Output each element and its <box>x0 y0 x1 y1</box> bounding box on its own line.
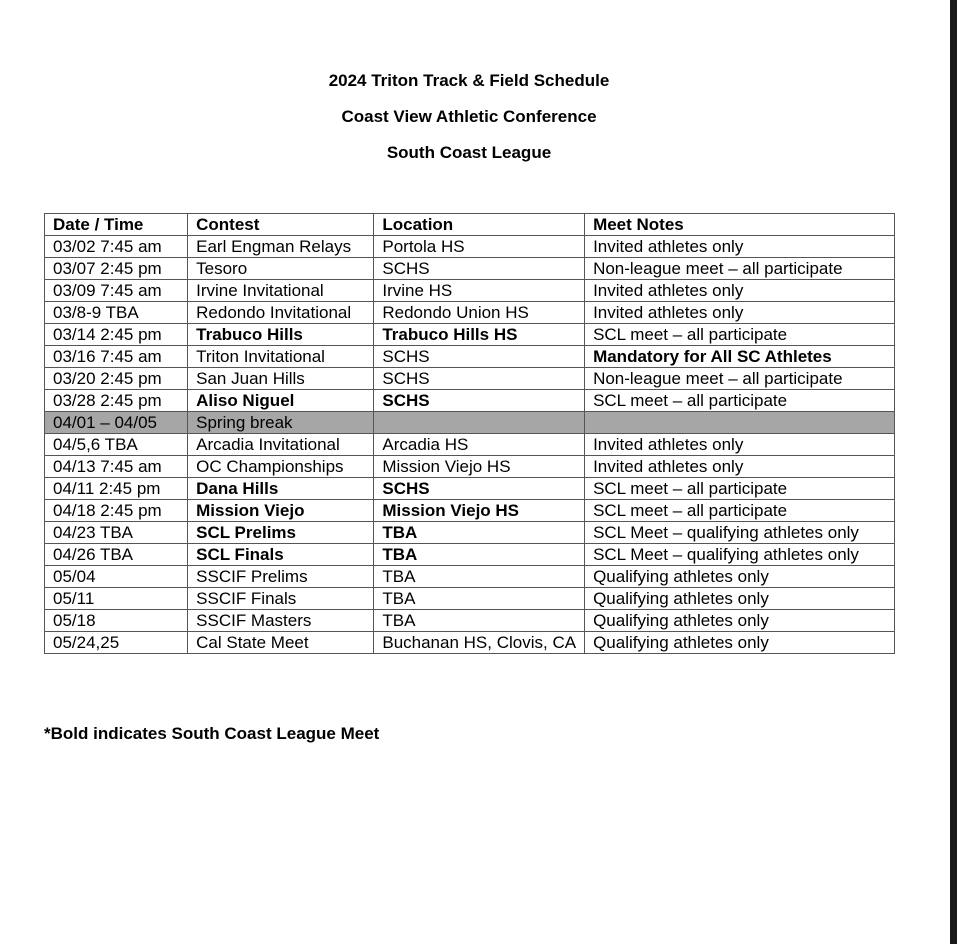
cell-location: SCHS <box>374 368 585 390</box>
cell-notes: Non-league meet – all participate <box>585 258 895 280</box>
cell-date: 04/13 7:45 am <box>45 456 188 478</box>
table-row <box>45 456 895 478</box>
cell-contest: Arcadia Invitational <box>188 434 374 456</box>
cell-location <box>374 412 585 434</box>
cell-location: SCHS <box>374 258 585 280</box>
cell-contest: SSCIF Finals <box>188 588 374 610</box>
cell-date: 03/8-9 TBA <box>45 302 188 324</box>
cell-location: Arcadia HS <box>374 434 585 456</box>
table-row <box>45 522 895 544</box>
cell-contest: Irvine Invitational <box>188 280 374 302</box>
cell-contest: Earl Engman Relays <box>188 236 374 258</box>
table-row <box>45 324 895 346</box>
table-row <box>45 390 895 412</box>
cell-location: TBA <box>374 610 585 632</box>
cell-contest: SSCIF Masters <box>188 610 374 632</box>
header-contest: Contest <box>188 214 374 236</box>
cell-date: 05/18 <box>45 610 188 632</box>
cell-date: 05/24,25 <box>45 632 188 654</box>
cell-location: SCHS <box>374 478 585 500</box>
cell-notes <box>585 412 895 434</box>
cell-contest: Mission Viejo <box>188 500 374 522</box>
cell-notes: SCL Meet – qualifying athletes only <box>585 522 895 544</box>
cell-date: 05/11 <box>45 588 188 610</box>
cell-notes: Non-league meet – all participate <box>585 368 895 390</box>
cell-notes: SCL Meet – qualifying athletes only <box>585 544 895 566</box>
cell-date: 04/01 – 04/05 <box>45 412 188 434</box>
cell-contest: San Juan Hills <box>188 368 374 390</box>
table-row <box>45 500 895 522</box>
table-row <box>45 588 895 610</box>
cell-date: 03/09 7:45 am <box>45 280 188 302</box>
header-date-time: Date / Time <box>45 214 188 236</box>
cell-date: 03/02 7:45 am <box>45 236 188 258</box>
cell-contest: Redondo Invitational <box>188 302 374 324</box>
cell-location: Portola HS <box>374 236 585 258</box>
cell-date: 03/16 7:45 am <box>45 346 188 368</box>
right-edge-border <box>950 0 957 944</box>
page-title: 2024 Triton Track & Field Schedule <box>328 71 610 90</box>
cell-location: Trabuco Hills HS <box>374 324 585 346</box>
cell-location: SCHS <box>374 390 585 412</box>
table-row <box>45 302 895 324</box>
cell-notes: SCL meet – all participate <box>585 500 895 522</box>
cell-notes: Qualifying athletes only <box>585 566 895 588</box>
cell-contest: SCL Prelims <box>188 522 374 544</box>
table-row <box>45 258 895 280</box>
cell-notes: Invited athletes only <box>585 434 895 456</box>
table-header-row <box>45 214 895 236</box>
cell-date: 04/23 TBA <box>45 522 188 544</box>
table-row <box>45 280 895 302</box>
cell-contest: Spring break <box>188 412 374 434</box>
table-row <box>45 478 895 500</box>
cell-notes: SCL meet – all participate <box>585 324 895 346</box>
cell-location: Buchanan HS, Clovis, CA <box>374 632 585 654</box>
cell-location: TBA <box>374 544 585 566</box>
cell-date: 04/11 2:45 pm <box>45 478 188 500</box>
cell-location: SCHS <box>374 346 585 368</box>
cell-date: 03/14 2:45 pm <box>45 324 188 346</box>
conference-subtitle: Coast View Athletic Conference <box>341 107 597 126</box>
table-row <box>45 610 895 632</box>
cell-contest: Trabuco Hills <box>188 324 374 346</box>
table-row <box>45 236 895 258</box>
cell-date: 04/5,6 TBA <box>45 434 188 456</box>
cell-notes: Invited athletes only <box>585 280 895 302</box>
cell-contest: Triton Invitational <box>188 346 374 368</box>
table-row <box>45 544 895 566</box>
table-row <box>45 434 895 456</box>
cell-notes: SCL meet – all participate <box>585 478 895 500</box>
cell-location: Irvine HS <box>374 280 585 302</box>
cell-date: 03/07 2:45 pm <box>45 258 188 280</box>
cell-notes: Mandatory for All SC Athletes <box>585 346 895 368</box>
cell-notes: Qualifying athletes only <box>585 610 895 632</box>
cell-date: 04/18 2:45 pm <box>45 500 188 522</box>
cell-contest: Tesoro <box>188 258 374 280</box>
cell-date: 04/26 TBA <box>45 544 188 566</box>
schedule-table <box>44 213 895 654</box>
cell-location: TBA <box>374 522 585 544</box>
table-row <box>45 412 895 434</box>
cell-date: 03/28 2:45 pm <box>45 390 188 412</box>
cell-notes: Invited athletes only <box>585 302 895 324</box>
cell-contest: SSCIF Prelims <box>188 566 374 588</box>
cell-location: TBA <box>374 588 585 610</box>
header-location: Location <box>374 214 585 236</box>
cell-location: TBA <box>374 566 585 588</box>
cell-location: Redondo Union HS <box>374 302 585 324</box>
table-row <box>45 566 895 588</box>
table-row <box>45 346 895 368</box>
cell-location: Mission Viejo HS <box>374 456 585 478</box>
cell-notes: Invited athletes only <box>585 456 895 478</box>
cell-notes: SCL meet – all participate <box>585 390 895 412</box>
schedule-body <box>45 236 895 654</box>
cell-notes: Qualifying athletes only <box>585 632 895 654</box>
cell-location: Mission Viejo HS <box>374 500 585 522</box>
cell-contest: SCL Finals <box>188 544 374 566</box>
league-subtitle: South Coast League <box>386 143 552 162</box>
cell-contest: OC Championships <box>188 456 374 478</box>
table-row <box>45 632 895 654</box>
cell-contest: Aliso Niguel <box>188 390 374 412</box>
cell-notes: Invited athletes only <box>585 236 895 258</box>
cell-contest: Dana Hills <box>188 478 374 500</box>
cell-contest: Cal State Meet <box>188 632 374 654</box>
cell-date: 03/20 2:45 pm <box>45 368 188 390</box>
cell-notes: Qualifying athletes only <box>585 588 895 610</box>
cell-date: 05/04 <box>45 566 188 588</box>
header-meet-notes: Meet Notes <box>585 214 895 236</box>
footnote: *Bold indicates South Coast League Meet <box>44 724 380 743</box>
table-row <box>45 368 895 390</box>
